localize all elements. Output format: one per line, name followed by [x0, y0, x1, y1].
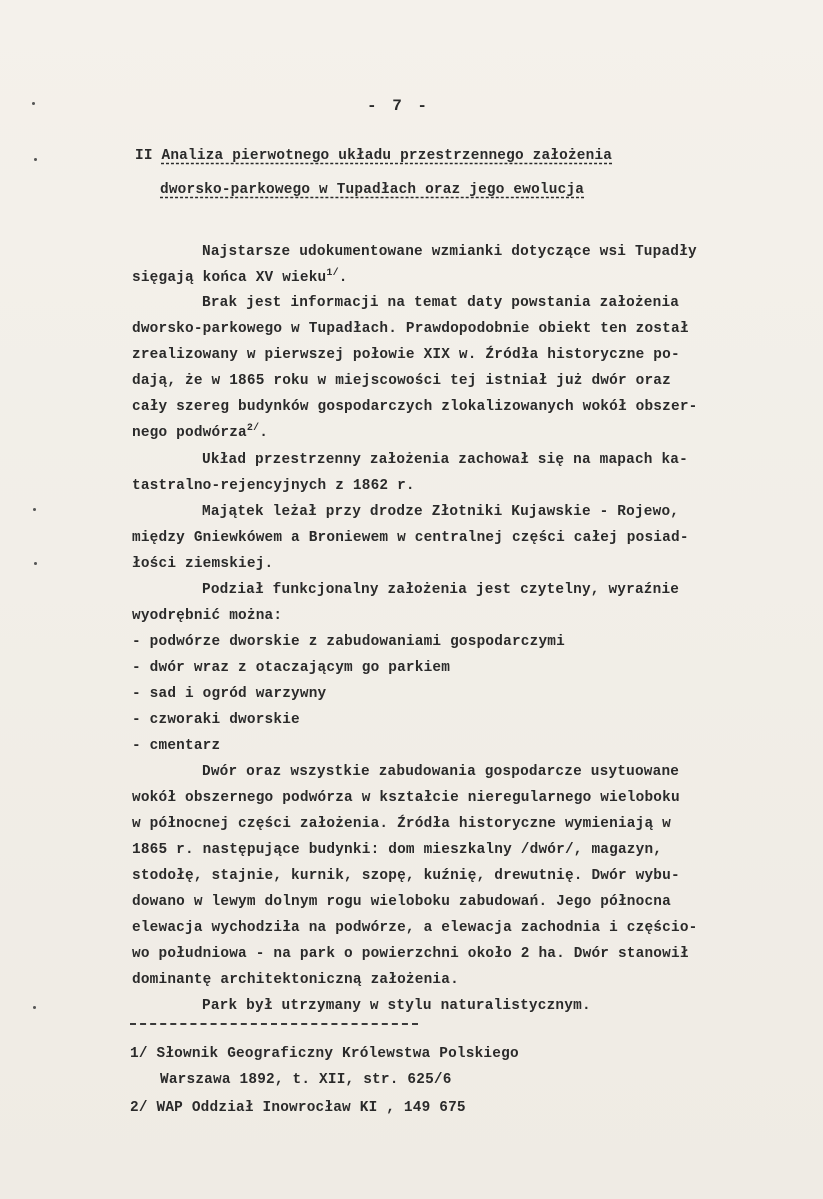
body-line: [202, 502, 679, 522]
body-line: [202, 762, 679, 782]
margin-mark: [34, 158, 37, 161]
body-line-text: w północnej części założenia. Źródła historyczne wymieniają w: [132, 816, 671, 832]
body-line: [132, 684, 326, 704]
body-line-text: wokół obszernego podwórza w kształcie nieregularnego wieloboku: [132, 790, 680, 806]
section-heading-line-2: [160, 180, 584, 200]
heading-numeral: II: [135, 148, 162, 164]
footnote-2: 2/ WAP Oddział Inowrocław KI , 149 675: [130, 1100, 466, 1116]
body-line-text: nego podwórza: [132, 425, 247, 441]
body-line: [132, 345, 680, 365]
margin-mark: [33, 1006, 36, 1009]
body-line: [132, 866, 680, 886]
body-line: [132, 814, 671, 834]
body-line-text: - czworaki dworskie: [132, 712, 300, 728]
body-line-text: - sad i ogród warzywny: [132, 686, 327, 702]
body-line: [132, 528, 689, 548]
body-line: [132, 710, 300, 730]
body-line-text: tastralno-rejencyjnych z 1862 r.: [132, 478, 415, 494]
body-line: [132, 397, 698, 417]
body-line: [132, 970, 459, 990]
body-line-text: Najstarsze udokumentowane wzmianki dotyczące wsi Tupadły: [202, 244, 697, 260]
body-line: [202, 293, 679, 313]
body-line: [202, 242, 697, 262]
footnote-separator: [130, 1023, 418, 1025]
body-line-text: wo południowa - na park o powierzchni około 2 ha. Dwór stanowił: [132, 946, 689, 962]
heading-text: Analiza pierwotnego układu przestrzennego założenia: [161, 148, 613, 164]
body-line: [132, 476, 415, 496]
body-line-text: łości ziemskiej.: [132, 556, 274, 572]
body-line: [132, 658, 450, 678]
margin-mark: [34, 562, 37, 565]
margin-mark: [33, 508, 36, 511]
body-line-text: cały szereg budynków gospodarczych zlokalizowanych wokół obszer-: [132, 399, 698, 415]
body-line: [132, 736, 220, 756]
body-line: [202, 580, 679, 600]
body-line: [132, 840, 662, 860]
footnote-reference: 2/: [246, 423, 260, 435]
body-line-text: dominantę architektoniczną założenia.: [132, 972, 459, 988]
body-line-text: Park był utrzymany w stylu naturalistycznym.: [202, 998, 591, 1014]
section-heading-line-1: [135, 146, 612, 166]
footnote-1: 1/ Słownik Geograficzny Królewstwa Polskiego: [130, 1046, 519, 1062]
body-line: [132, 268, 348, 288]
body-line: [132, 944, 689, 964]
body-line-text: Dwór oraz wszystkie zabudowania gospodarcze usytuowane: [202, 764, 680, 780]
body-line: [132, 918, 698, 938]
body-line-text: Majątek leżał przy drodze Złotniki Kujawskie - Rojewo,: [202, 504, 680, 520]
margin-mark: [32, 102, 35, 105]
body-line: [202, 996, 591, 1016]
body-line-text: Brak jest informacji na temat daty powstania założenia: [202, 295, 680, 311]
body-line-text: Podział funkcjonalny założenia jest czytelny, wyraźnie: [202, 582, 680, 598]
body-line-text: dworsko-parkowego w Tupadłach. Prawdopodobnie obiekt ten został: [132, 321, 689, 337]
body-line-text: - dwór wraz z otaczającym go parkiem: [132, 660, 451, 676]
body-line-text: elewacja wychodziła na podwórze, a elewacja zachodnia i częścio-: [132, 920, 698, 936]
body-line-text: sięgają końca XV wieku: [132, 270, 327, 286]
body-line: [132, 319, 689, 339]
body-line: [132, 632, 565, 652]
body-line-text: stodołę, stajnie, kurnik, szopę, kuźnię, drewutnię. Dwór wybu-: [132, 868, 680, 884]
footnote-1-continuation: Warszawa 1892, t. XII, str. 625/6: [160, 1072, 452, 1088]
body-line: [132, 788, 680, 808]
body-line-punctuation: .: [338, 270, 348, 286]
body-line-text: wyodrębnić można:: [132, 608, 283, 624]
footnote-reference: 1/: [326, 268, 339, 280]
body-line-text: między Gniewkówem a Broniewem w centralnej części całej posiad-: [132, 530, 689, 546]
body-line-text: Układ przestrzenny założenia zachował się na mapach ka-: [202, 452, 688, 468]
body-line: [132, 371, 671, 391]
body-line-punctuation: .: [259, 425, 269, 441]
body-line: [202, 450, 688, 470]
page-number: - 7 -: [367, 97, 431, 115]
body-line-text: - cmentarz: [132, 738, 221, 754]
heading-text: dworsko-parkowego w Tupadłach oraz jego ewolucja: [160, 182, 585, 198]
body-line-text: dają, że w 1865 roku w miejscowości tej istniał już dwór oraz: [132, 373, 671, 389]
body-line: [132, 892, 671, 912]
body-line: [132, 423, 268, 443]
body-line-text: - podwórze dworskie z zabudowaniami gospodarczymi: [132, 634, 565, 650]
body-line: [132, 606, 282, 626]
body-line-text: dowano w lewym dolnym rogu wieloboku zabudowań. Jego północna: [132, 894, 671, 910]
body-line: [132, 554, 273, 574]
body-line-text: zrealizowany w pierwszej połowie XIX w. Źródła historyczne po-: [132, 347, 680, 363]
body-line-text: 1865 r. następujące budynki: dom mieszkalny /dwór/, magazyn,: [132, 842, 663, 858]
